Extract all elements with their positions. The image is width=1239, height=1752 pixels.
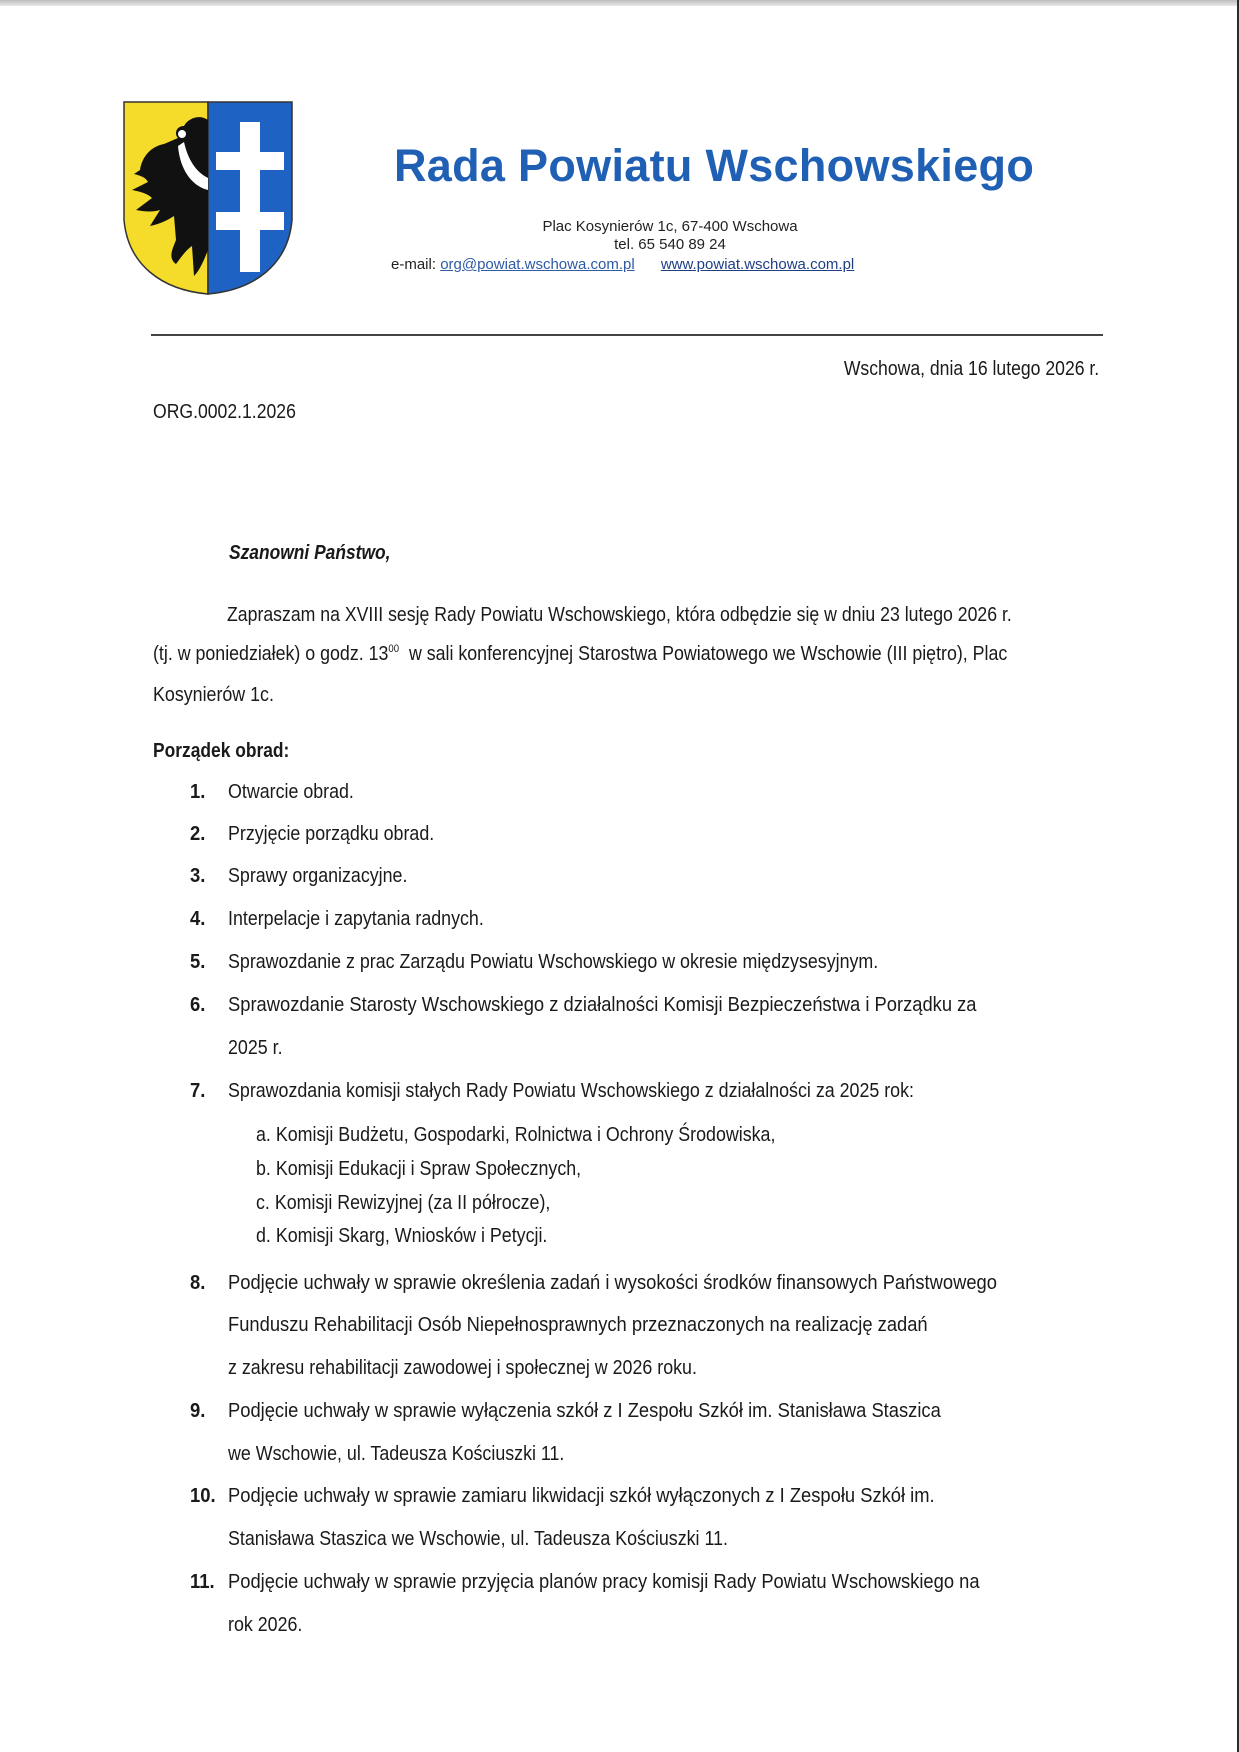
agenda-heading: Porządek obrad:	[153, 740, 290, 762]
agenda-subitem: c. Komisji Rewizyjnej (za II półrocze),	[256, 1191, 551, 1214]
agenda-item-line: rok 2026.	[228, 1613, 303, 1636]
greeting: Szanowni Państwo,	[229, 542, 391, 564]
email-label: e-mail:	[391, 256, 437, 273]
intro-line-1: Zapraszam na XVIII sesję Rady Powiatu Wschowskiego, która odbędzie się w dniu 23 lutego 2026 r.	[227, 603, 1012, 626]
contact-line	[391, 256, 854, 273]
agenda-item-line: Podjęcie uchwały w sprawie określenia zadań i wysokości środków finansowych Państwowego	[228, 1271, 997, 1294]
agenda-subitem: d. Komisji Skarg, Wniosków i Petycji.	[256, 1224, 548, 1247]
agenda-item-line: Przyjęcie porządku obrad.	[228, 822, 435, 845]
agenda-item-line: 2025 r.	[228, 1036, 283, 1059]
agenda-item-number: 4.	[190, 907, 206, 930]
agenda-item-line: Sprawozdanie z prac Zarządu Powiatu Wschowskiego w okresie międzysesyjnym.	[228, 950, 879, 973]
agenda-item-number: 8.	[190, 1271, 206, 1294]
agenda-item-number: 2.	[190, 822, 206, 845]
agenda-item-line: Funduszu Rehabilitacji Osób Niepełnosprawnych przeznaczonych na realizację zadań	[228, 1313, 928, 1336]
agenda-item-number: 7.	[190, 1079, 206, 1102]
intro-line-2: (tj. w poniedziałek) o godz. $13^{00}$ w sali konferencyjnej Starostwa Powiatowego we Wschowie (III piętro), Plac	[153, 642, 1008, 665]
agenda-item-number: 9.	[190, 1399, 206, 1422]
website-link[interactable]: www.powiat.wschowa.com.pl	[660, 256, 855, 273]
agenda-item-line: Sprawy organizacyjne.	[228, 864, 408, 887]
agenda-item-line: z zakresu rehabilitacji zawodowej i społecznej w 2026 roku.	[228, 1356, 697, 1379]
council-title: Rada Powiatu Wschowskiego	[394, 140, 1035, 191]
agenda-item-line: Otwarcie obrad.	[228, 780, 354, 803]
intro-line-3: Kosynierów 1c.	[153, 683, 274, 706]
agenda-item-number: 11.	[190, 1570, 215, 1593]
agenda-subitem: b. Komisji Edukacji i Spraw Społecznych,	[256, 1157, 582, 1180]
email-link[interactable]: org@powiat.wschowa.com.pl	[440, 256, 635, 273]
agenda-item-line: Podjęcie uchwały w sprawie zamiaru likwidacji szkół wyłączonych z I Zespołu Szkół im.	[228, 1484, 935, 1507]
document-date: Wschowa, dnia 16 lutego 2026 r.	[843, 358, 1099, 380]
agenda-item-line: Sprawozdanie Starosty Wschowskiego z działalności Komisji Bezpieczeństwa i Porządku za	[228, 993, 977, 1016]
agenda-item-number: 1.	[190, 780, 206, 803]
agenda-item-line: Sprawozdania komisji stałych Rady Powiatu Wschowskiego z działalności za 2025 rok:	[228, 1079, 914, 1102]
reference-number: ORG.0002.1.2026	[153, 401, 296, 423]
address: Plac Kosynierów 1c, 67-400 Wschowa	[542, 218, 798, 235]
agenda-item-line: Podjęcie uchwały w sprawie wyłączenia szkół z I Zespołu Szkół im. Stanisława Staszica	[228, 1399, 941, 1422]
agenda-item-line: Interpelacje i zapytania radnych.	[228, 907, 484, 930]
agenda-item-number: 3.	[190, 864, 206, 887]
address-block	[390, 218, 950, 254]
agenda-item-number: 6.	[190, 993, 206, 1016]
header-divider	[151, 334, 1103, 336]
scan-edge-top	[0, 0, 1239, 6]
agenda-item-number: 10.	[190, 1484, 216, 1507]
agenda-subitem: a. Komisji Budżetu, Gospodarki, Rolnictwa i Ochrony Środowiska,	[256, 1123, 776, 1146]
agenda-item-number: 5.	[190, 950, 206, 973]
agenda-item-line: Stanisława Staszica we Wschowie, ul. Tadeusza Kościuszki 11.	[228, 1527, 728, 1550]
agenda-item-line: we Wschowie, ul. Tadeusza Kościuszki 11.	[228, 1442, 565, 1465]
agenda-item-line: Podjęcie uchwały w sprawie przyjęcia planów pracy komisji Rady Powiatu Wschowskiego na	[228, 1570, 980, 1593]
coat-of-arms-icon	[122, 100, 294, 296]
phone: tel. 65 540 89 24	[614, 236, 726, 253]
